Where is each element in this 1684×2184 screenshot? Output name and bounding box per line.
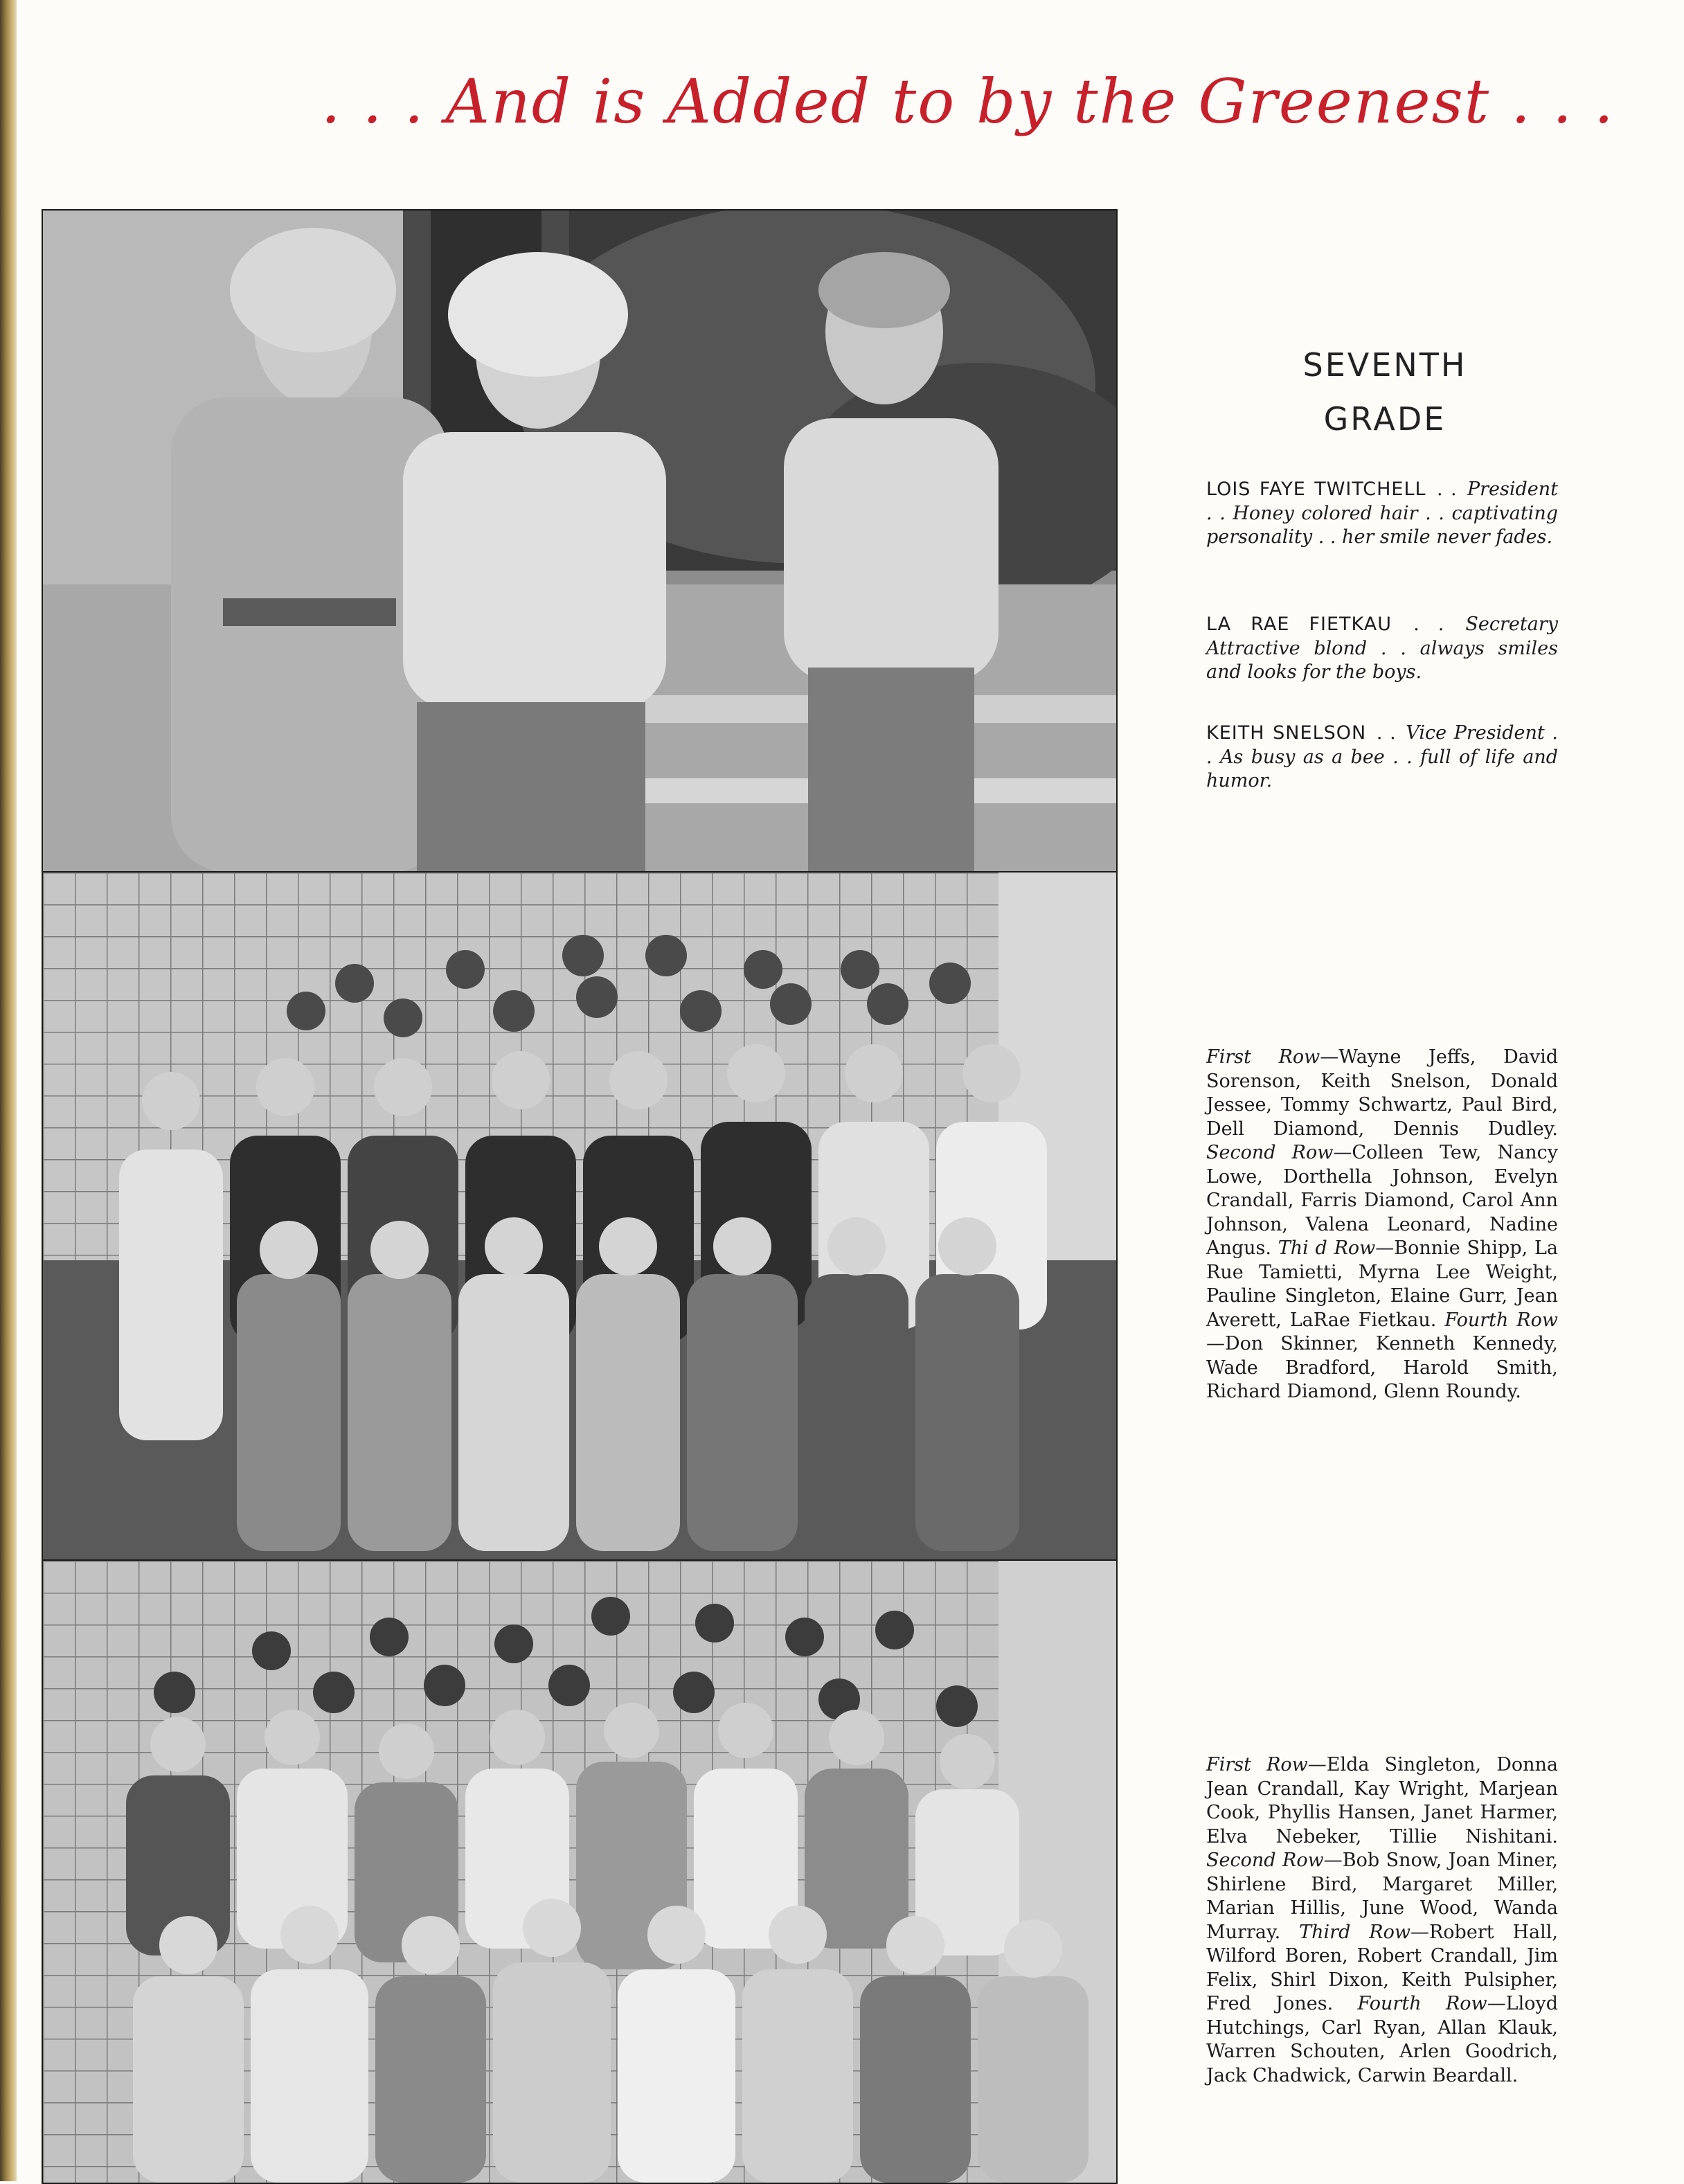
officer-caption-president: LOIS FAYE TWITCHELL . . President . . Honey colored hair . . captivating personality . . her smile never fades. [1206,478,1558,548]
row-label: Thi d Row— [1278,1237,1395,1259]
row-names: Wayne Jeffs, David Sorenson, Keith Snelson, Donald Jessee, Tommy Schwartz, Paul Bird, Dell Diamond, Dennis Dudley. [1206,1046,1558,1140]
officer-caption-vice-president: KEITH SNELSON . . Vice President . . As busy as a bee . . full of life and humor. [1206,722,1558,791]
row-names: Bob Snow, Joan Miner, Shirlene Bird, Margaret Miller, Marian Hillis, June Wood, Wanda Murray. [1206,1850,1558,1943]
page-binding [0,0,17,2181]
row-label: Second Row— [1206,1142,1352,1163]
officer-name: KEITH SNELSON [1206,722,1367,744]
row-names: Lloyd Hutchings, Carl Ryan, Allan Klauk, Warren Schouten, Arlen Goodrich, Jack Chadwick, Carwin Beardall. [1206,1993,1558,2086]
class-photo-second-group-caption [1206,1753,1558,2088]
row-names: Bonnie Shipp, La Rue Tamietti, Myrna Lee Weight, Pauline Singleton, Elaine Gurr, Jean Averett, LaRae Fietkau. [1206,1237,1558,1331]
officer-description: Vice President . . As busy as a bee . . full of life and humor. [1206,722,1558,791]
row-label: First Row— [1206,1046,1339,1068]
row-label: Fourth Row— [1206,1309,1558,1354]
row-names: Robert Hall, Wilford Boren, Robert Crandall, Jim Felix, Shirl Dixon, Keith Pulsipher, Fred Jones. [1206,1921,1558,2014]
officers-photo [42,209,1118,873]
officer-name: LOIS FAYE TWITCHELL [1206,478,1426,500]
row-names: Colleen Tew, Nancy Lowe, Dorthella Johnson, Evelyn Crandall, Farris Diamond, Carol Ann Johnson, Valena Leonard, Nadine Angus. [1206,1142,1558,1259]
officer-caption-secretary: LA RAE FIETKAU . . Secretary Attractive blond . . always smiles and looks for the boys. [1206,614,1558,683]
row-label: Fourth Row— [1357,1993,1506,2014]
officer-name: LA RAE FIETKAU [1206,614,1392,635]
page-heading: . . . And is Added to by the Greenest . . . [321,66,1615,137]
section-title-line2: GRADE [1323,400,1446,438]
section-title-line1: SEVENTH [1302,346,1467,384]
row-label: Third Row— [1299,1921,1429,1943]
class-photo-second-group [42,1559,1118,2184]
row-label: Second Row— [1206,1850,1343,1871]
officer-description: Secretary Attractive blond . . always smiles and looks for the boys. [1206,614,1558,683]
row-label: First Row— [1206,1754,1327,1775]
class-photo-first-group [42,871,1118,1561]
row-names: Don Skinner, Kenneth Kennedy, Wade Bradford, Harold Smith, Richard Diamond, Glenn Roundy. [1206,1333,1558,1402]
officer-description: President . . Honey colored hair . . captivating personality . . her smile never fades. [1206,478,1558,548]
class-photo-first-group-caption [1206,1046,1558,1404]
row-names: Elda Singleton, Donna Jean Crandall, Kay Wright, Marjean Cook, Phyllis Hansen, Janet Harmer, Elva Nebeker, Tillie Nishitani. [1206,1754,1558,1847]
